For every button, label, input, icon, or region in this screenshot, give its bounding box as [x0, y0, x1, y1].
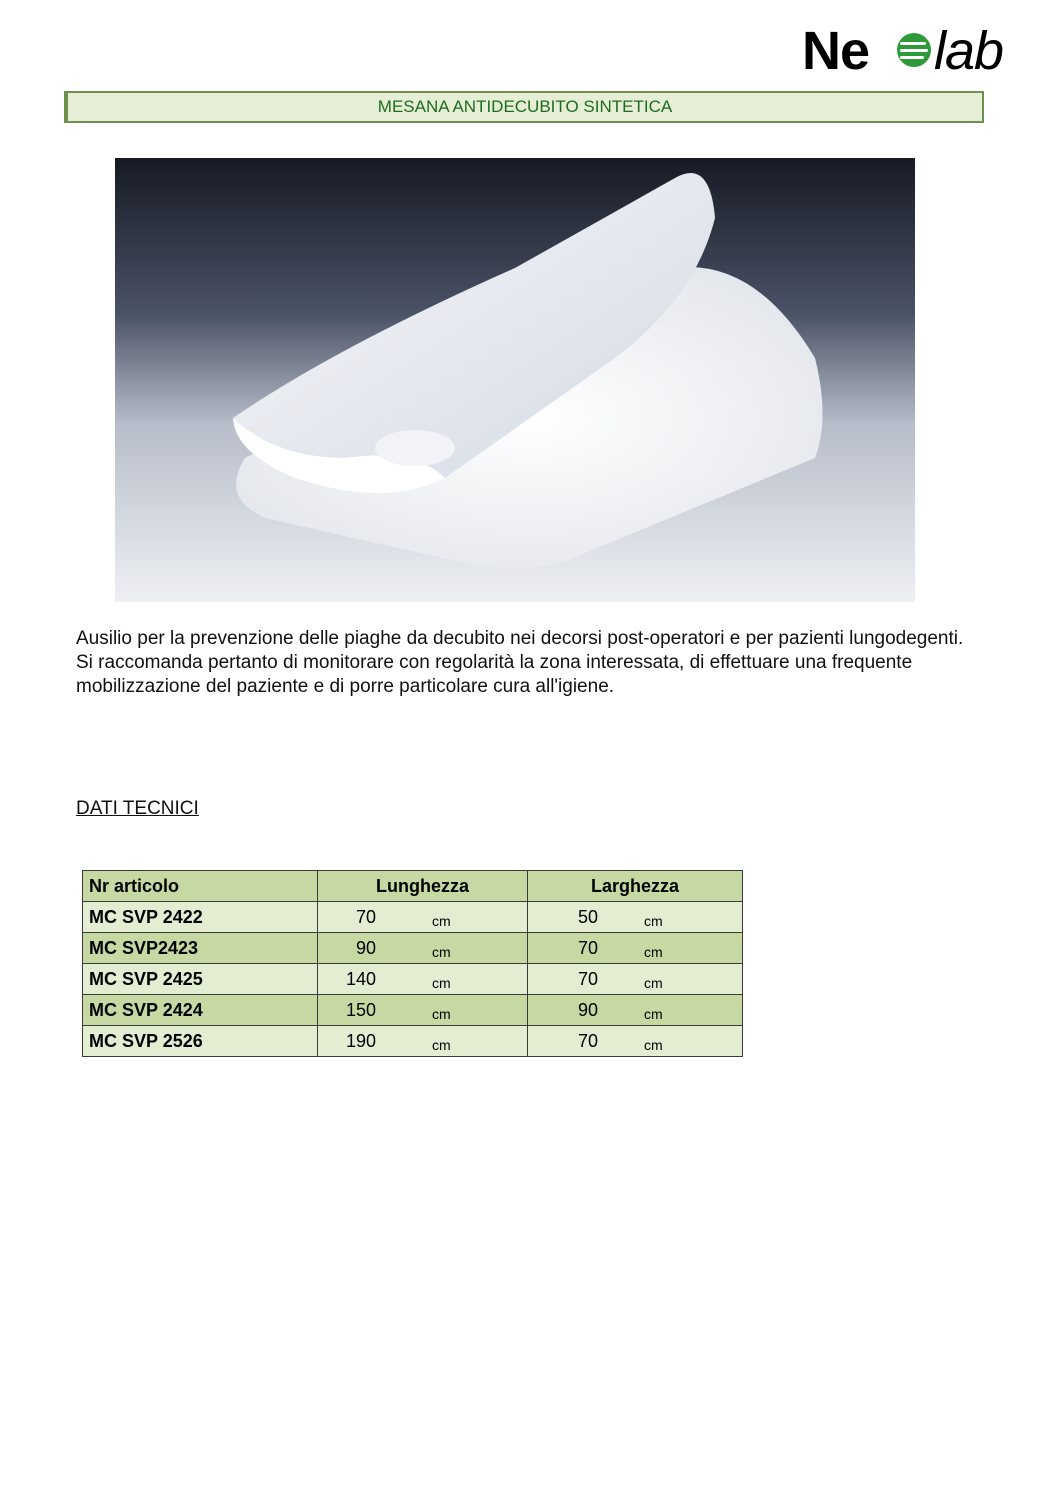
width-unit: cm: [644, 943, 663, 960]
table-row: [83, 933, 743, 964]
product-photo: [115, 158, 915, 602]
article-code: MC SVP 2422: [83, 902, 318, 933]
logo-hand-icon: [894, 30, 934, 70]
logo-suffix: lab: [934, 21, 1004, 81]
header-length: Lunghezza: [318, 871, 528, 902]
article-code: MC SVP 2526: [83, 1026, 318, 1057]
article-code: MC SVP2423: [83, 933, 318, 964]
length-cell: [318, 933, 528, 964]
article-code: MC SVP 2424: [83, 995, 318, 1026]
length-value: 70: [355, 906, 376, 927]
table-row: [83, 1026, 743, 1057]
length-value: 190: [345, 1030, 376, 1051]
width-unit: cm: [644, 912, 663, 929]
neolab-logo: [802, 20, 1022, 82]
table-row: [83, 902, 743, 933]
description-line-1: Ausilio per la prevenzione delle piaghe da decubito nei decorsi post-operatori e per pazienti lungodegenti.: [76, 628, 964, 649]
specs-table: [82, 870, 743, 1057]
description-line-2: Si raccomanda pertanto di monitorare con regolarità la zona interessata, di effettuare una frequente mobilizzazione del paziente e di porre particolare cura all'igiene.: [76, 652, 913, 697]
width-value: 90: [577, 999, 598, 1020]
product-title: MESANA ANTIDECUBITO SINTETICA: [377, 97, 673, 116]
length-unit: cm: [432, 1005, 451, 1022]
length-value: 150: [345, 999, 376, 1020]
length-value: 90: [355, 937, 376, 958]
table-row: [83, 964, 743, 995]
table-row: [83, 995, 743, 1026]
width-unit: cm: [644, 1036, 663, 1053]
length-cell: [318, 995, 528, 1026]
length-unit: cm: [432, 1036, 451, 1053]
width-cell: [528, 902, 743, 933]
width-cell: [528, 995, 743, 1026]
length-unit: cm: [432, 912, 451, 929]
width-value: 70: [577, 1030, 598, 1051]
width-value: 50: [577, 906, 598, 927]
technical-data-heading: DATI TECNICI: [76, 798, 199, 819]
length-cell: [318, 964, 528, 995]
width-value: 70: [577, 937, 598, 958]
length-cell: [318, 902, 528, 933]
product-description: [76, 627, 976, 699]
length-cell: [318, 1026, 528, 1057]
product-title-bar: [64, 91, 984, 123]
width-unit: cm: [644, 974, 663, 991]
width-unit: cm: [644, 1005, 663, 1022]
table-header-row: [83, 871, 743, 902]
logo-prefix: Ne: [802, 21, 870, 81]
length-value: 140: [345, 968, 376, 989]
length-unit: cm: [432, 974, 451, 991]
width-cell: [528, 933, 743, 964]
width-value: 70: [577, 968, 598, 989]
header-article: Nr articolo: [83, 871, 318, 902]
length-unit: cm: [432, 943, 451, 960]
width-cell: [528, 964, 743, 995]
width-cell: [528, 1026, 743, 1057]
article-code: MC SVP 2425: [83, 964, 318, 995]
header-width: Larghezza: [528, 871, 743, 902]
